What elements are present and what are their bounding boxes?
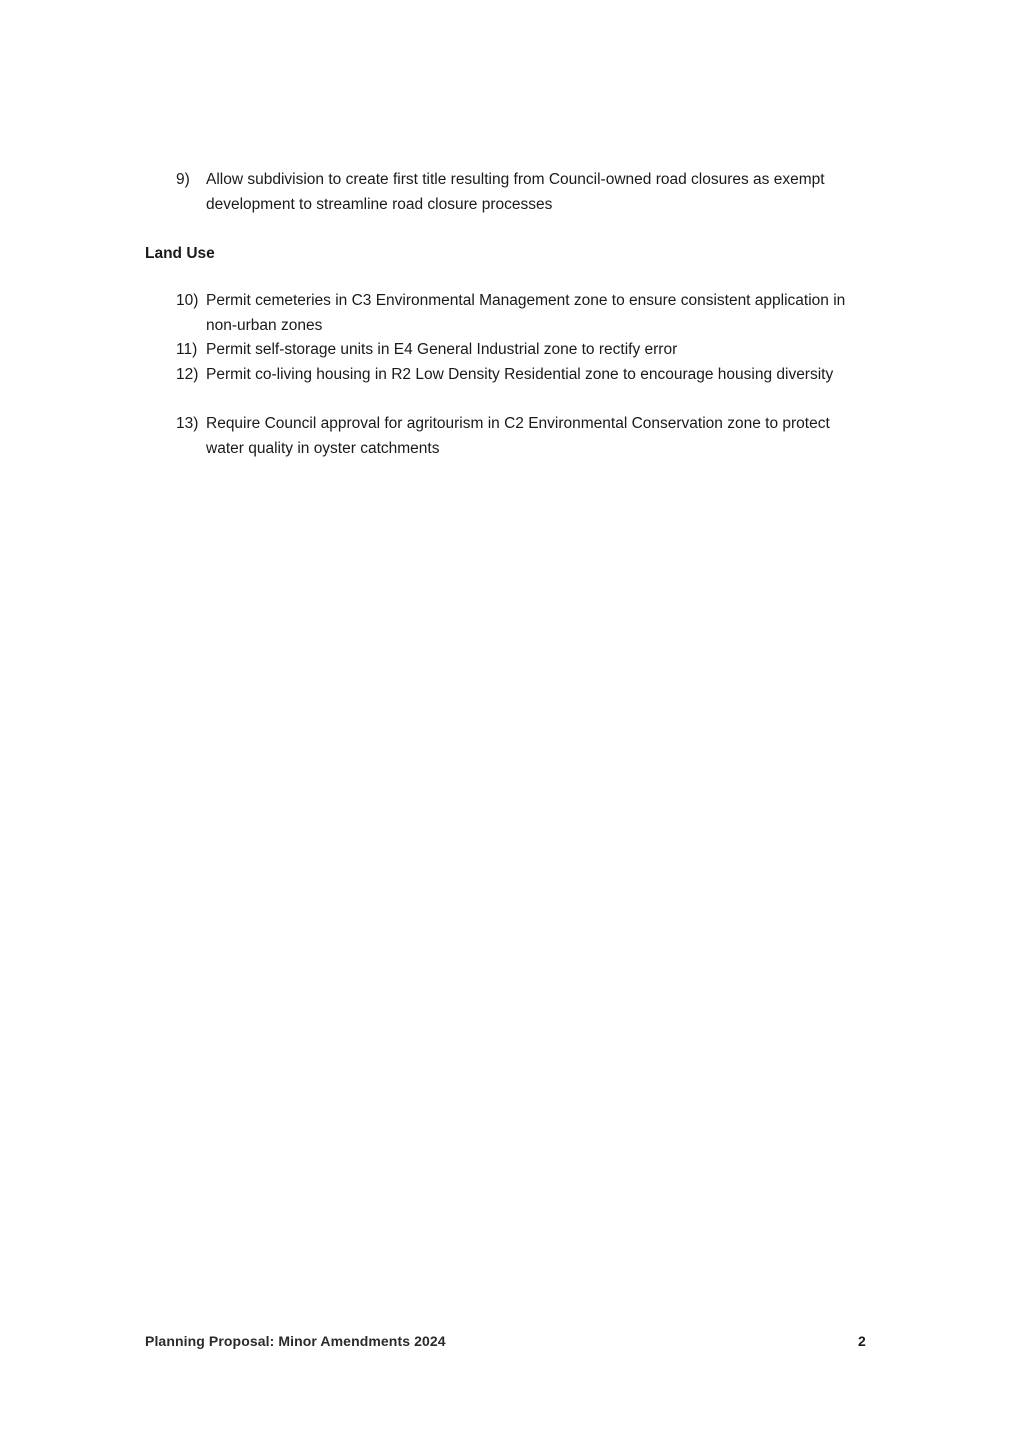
list-item (176, 289, 856, 338)
list-item-text: Require Council approval for agritourism in C2 Environmental Conservation zone to protect water quality in oyster catchments (206, 415, 830, 457)
list-item (176, 338, 856, 363)
list-item-number: 12) (176, 366, 199, 383)
list-item-text: Permit self-storage units in E4 General Industrial zone to rectify error (206, 341, 678, 358)
list-item-text: Allow subdivision to create first title resulting from Council-owned road closures as exempt development to streamline road closure processes (206, 171, 825, 213)
footer-page-number: 2 (858, 1333, 866, 1349)
section-heading: Land Use (145, 245, 215, 262)
list-item (176, 412, 856, 461)
list-item-number: 10) (176, 292, 199, 309)
list-item (176, 168, 856, 217)
list-item-text: Permit co-living housing in R2 Low Density Residential zone to encourage housing diversity (206, 366, 834, 383)
list-item-number: 13) (176, 415, 199, 432)
list-item-number: 11) (176, 341, 198, 358)
footer-document-title: Planning Proposal: Minor Amendments 2024 (145, 1333, 446, 1349)
list-item-number: 9) (176, 171, 190, 188)
list-item-text: Permit cemeteries in C3 Environmental Management zone to ensure consistent application in non-urban zones (206, 292, 846, 334)
list-item (176, 363, 856, 388)
